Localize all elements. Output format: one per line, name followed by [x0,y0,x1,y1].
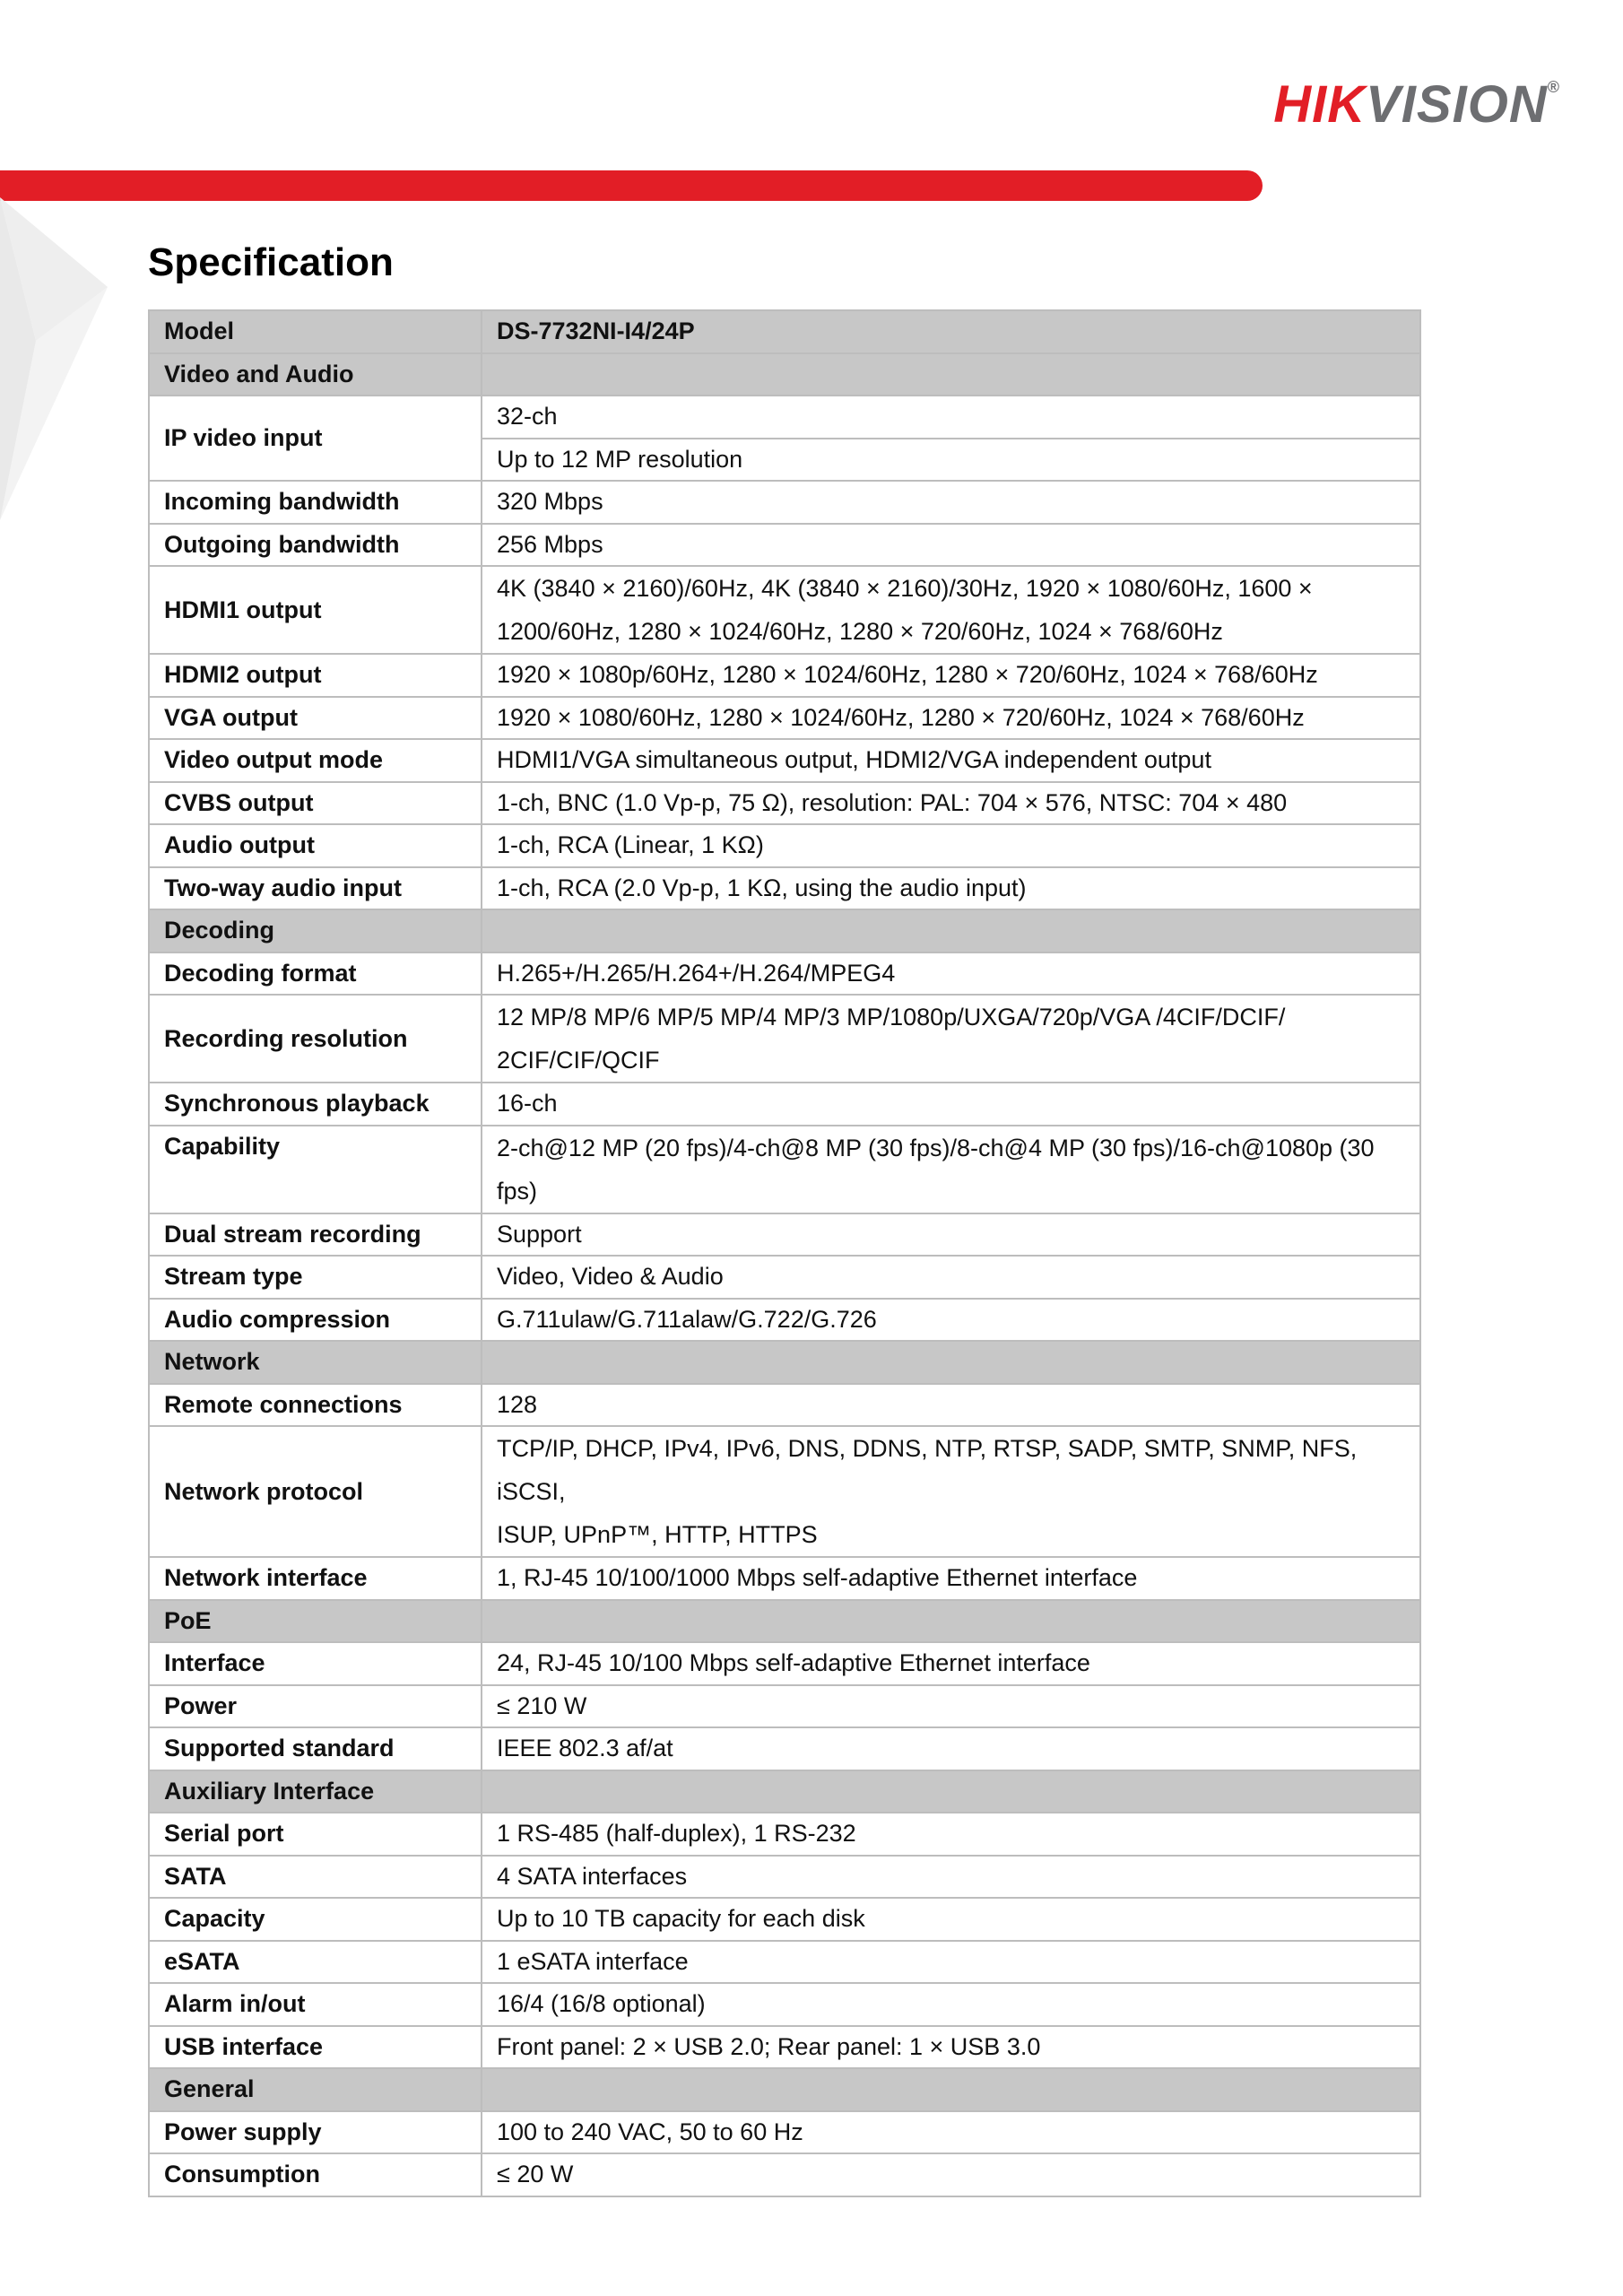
table-row [149,1126,1420,1213]
section-general [149,2068,1420,2111]
table-row [149,1642,1420,1685]
row-label: Alarm in/out [149,1983,482,2026]
row-label: Dual stream recording [149,1213,482,1257]
table-row [149,566,1420,654]
row-value: 1920 × 1080/60Hz, 1280 × 1024/60Hz, 1280 × 720/60Hz, 1024 × 768/60Hz [482,697,1420,740]
row-value [482,1426,1420,1557]
row-label: Capacity [149,1898,482,1941]
row-value: 32-ch [482,396,1420,439]
row-label: Stream type [149,1256,482,1299]
section-title: Video and Audio [149,353,482,396]
row-value: 1-ch, RCA (2.0 Vp-p, 1 KΩ, using the audio input) [482,867,1420,910]
spec-table [148,309,1421,2197]
table-row [149,1898,1420,1941]
row-label: Network interface [149,1557,482,1600]
row-label: Power supply [149,2111,482,2154]
row-value: 100 to 240 VAC, 50 to 60 Hz [482,2111,1420,2154]
table-row [149,995,1420,1083]
table-row [149,739,1420,782]
row-label: Audio output [149,824,482,867]
row-value-line: ISUP, UPnP™, HTTP, HTTPS [497,1521,818,1548]
table-row [149,1557,1420,1600]
section-title: Decoding [149,909,482,952]
row-label: Power [149,1685,482,1728]
row-value: HDMI1/VGA simultaneous output, HDMI2/VGA independent output [482,739,1420,782]
row-label: USB interface [149,2026,482,2069]
table-header-row [149,310,1420,353]
row-value: Support [482,1213,1420,1257]
row-value: ≤ 210 W [482,1685,1420,1728]
row-value: 1-ch, BNC (1.0 Vp-p, 75 Ω), resolution: PAL: 704 × 576, NTSC: 704 × 480 [482,782,1420,825]
table-row [149,1083,1420,1126]
table-row [149,867,1420,910]
row-label: SATA [149,1856,482,1899]
row-value: 1920 × 1080p/60Hz, 1280 × 1024/60Hz, 1280 × 720/60Hz, 1024 × 768/60Hz [482,654,1420,697]
row-value: H.265+/H.265/H.264+/H.264/MPEG4 [482,952,1420,996]
table-row [149,2111,1420,2154]
section-title: Auxiliary Interface [149,1770,482,1813]
table-row [149,697,1420,740]
table-row [149,524,1420,567]
table-row [149,396,1420,439]
row-value [482,566,1420,654]
page-title: Specification [148,240,394,284]
row-label: eSATA [149,1941,482,1984]
watermark-shape [0,197,117,538]
row-label: HDMI2 output [149,654,482,697]
row-value-line: 2CIF/CIF/QCIF [497,1047,660,1074]
row-value: Front panel: 2 × USB 2.0; Rear panel: 1 × USB 3.0 [482,2026,1420,2069]
row-value: 24, RJ-45 10/100 Mbps self-adaptive Ethernet interface [482,1642,1420,1685]
row-value: Up to 10 TB capacity for each disk [482,1898,1420,1941]
row-label: Consumption [149,2153,482,2196]
row-value: 256 Mbps [482,524,1420,567]
table-row [149,1384,1420,1427]
table-row [149,952,1420,996]
row-value-line: 12 MP/8 MP/6 MP/5 MP/4 MP/3 MP/1080p/UXGA/720p/VGA /4CIF/DCIF/ [497,1004,1286,1031]
header-label: Model [149,310,482,353]
section-poe [149,1600,1420,1643]
table-row [149,1813,1420,1856]
table-row [149,1426,1420,1557]
logo-gray-text: VISION [1366,75,1548,134]
row-value: Up to 12 MP resolution [482,439,1420,482]
row-label: Capability [149,1126,482,1213]
row-value-line: 1200/60Hz, 1280 × 1024/60Hz, 1280 × 720/60Hz, 1024 × 768/60Hz [497,618,1223,645]
section-network [149,1341,1420,1384]
table-row [149,824,1420,867]
header-value: DS-7732NI-I4/24P [482,310,1420,353]
row-value: Video, Video & Audio [482,1256,1420,1299]
table-row [149,654,1420,697]
row-label: Decoding format [149,952,482,996]
row-value: ≤ 20 W [482,2153,1420,2196]
row-value [482,995,1420,1083]
row-label: IP video input [149,396,482,481]
logo-red-text: HIK [1273,75,1367,134]
row-value-line: fps) [497,1177,538,1205]
section-title: General [149,2068,482,2111]
row-label: CVBS output [149,782,482,825]
row-value: 4 SATA interfaces [482,1856,1420,1899]
hikvision-logo [1273,75,1560,134]
row-label: Audio compression [149,1299,482,1342]
row-label: Video output mode [149,739,482,782]
row-label: HDMI1 output [149,566,482,654]
section-video-audio [149,353,1420,396]
row-value: 128 [482,1384,1420,1427]
row-label: VGA output [149,697,482,740]
row-label: Supported standard [149,1727,482,1770]
row-value-line: 4K (3840 × 2160)/60Hz, 4K (3840 × 2160)/30Hz, 1920 × 1080/60Hz, 1600 × [497,575,1313,602]
row-value: 1-ch, RCA (Linear, 1 KΩ) [482,824,1420,867]
row-value: IEEE 802.3 af/at [482,1727,1420,1770]
row-label: Synchronous playback [149,1083,482,1126]
row-value: 1 eSATA interface [482,1941,1420,1984]
row-value: 16/4 (16/8 optional) [482,1983,1420,2026]
section-title: Network [149,1341,482,1384]
row-label: Outgoing bandwidth [149,524,482,567]
table-row [149,782,1420,825]
row-value: G.711ulaw/G.711alaw/G.722/G.726 [482,1299,1420,1342]
row-label: Recording resolution [149,995,482,1083]
table-row [149,2026,1420,2069]
row-value [482,1126,1420,1213]
row-label: Incoming bandwidth [149,481,482,524]
table-row [149,1856,1420,1899]
table-row [149,1213,1420,1257]
section-auxiliary-interface [149,1770,1420,1813]
table-row [149,1983,1420,2026]
row-value: 16-ch [482,1083,1420,1126]
row-value-line: 2-ch@12 MP (20 fps)/4-ch@8 MP (30 fps)/8-ch@4 MP (30 fps)/16-ch@1080p (30 [497,1134,1375,1161]
row-value: 1, RJ-45 10/100/1000 Mbps self-adaptive Ethernet interface [482,1557,1420,1600]
table-row [149,1685,1420,1728]
section-title: PoE [149,1600,482,1643]
row-label: Interface [149,1642,482,1685]
row-label: Remote connections [149,1384,482,1427]
row-label: Two-way audio input [149,867,482,910]
table-row [149,1256,1420,1299]
table-row [149,481,1420,524]
row-value-line: TCP/IP, DHCP, IPv4, IPv6, DNS, DDNS, NTP, RTSP, SADP, SMTP, SNMP, NFS, iSCSI, [497,1435,1358,1505]
row-value: 320 Mbps [482,481,1420,524]
table-row [149,1727,1420,1770]
section-decoding [149,909,1420,952]
row-label: Network protocol [149,1426,482,1557]
row-label: Serial port [149,1813,482,1856]
table-row [149,1941,1420,1984]
header-red-bar [0,170,1263,201]
row-value: 1 RS-485 (half-duplex), 1 RS-232 [482,1813,1420,1856]
logo-registered-mark: ® [1547,78,1560,96]
table-row [149,1299,1420,1342]
table-row [149,2153,1420,2196]
